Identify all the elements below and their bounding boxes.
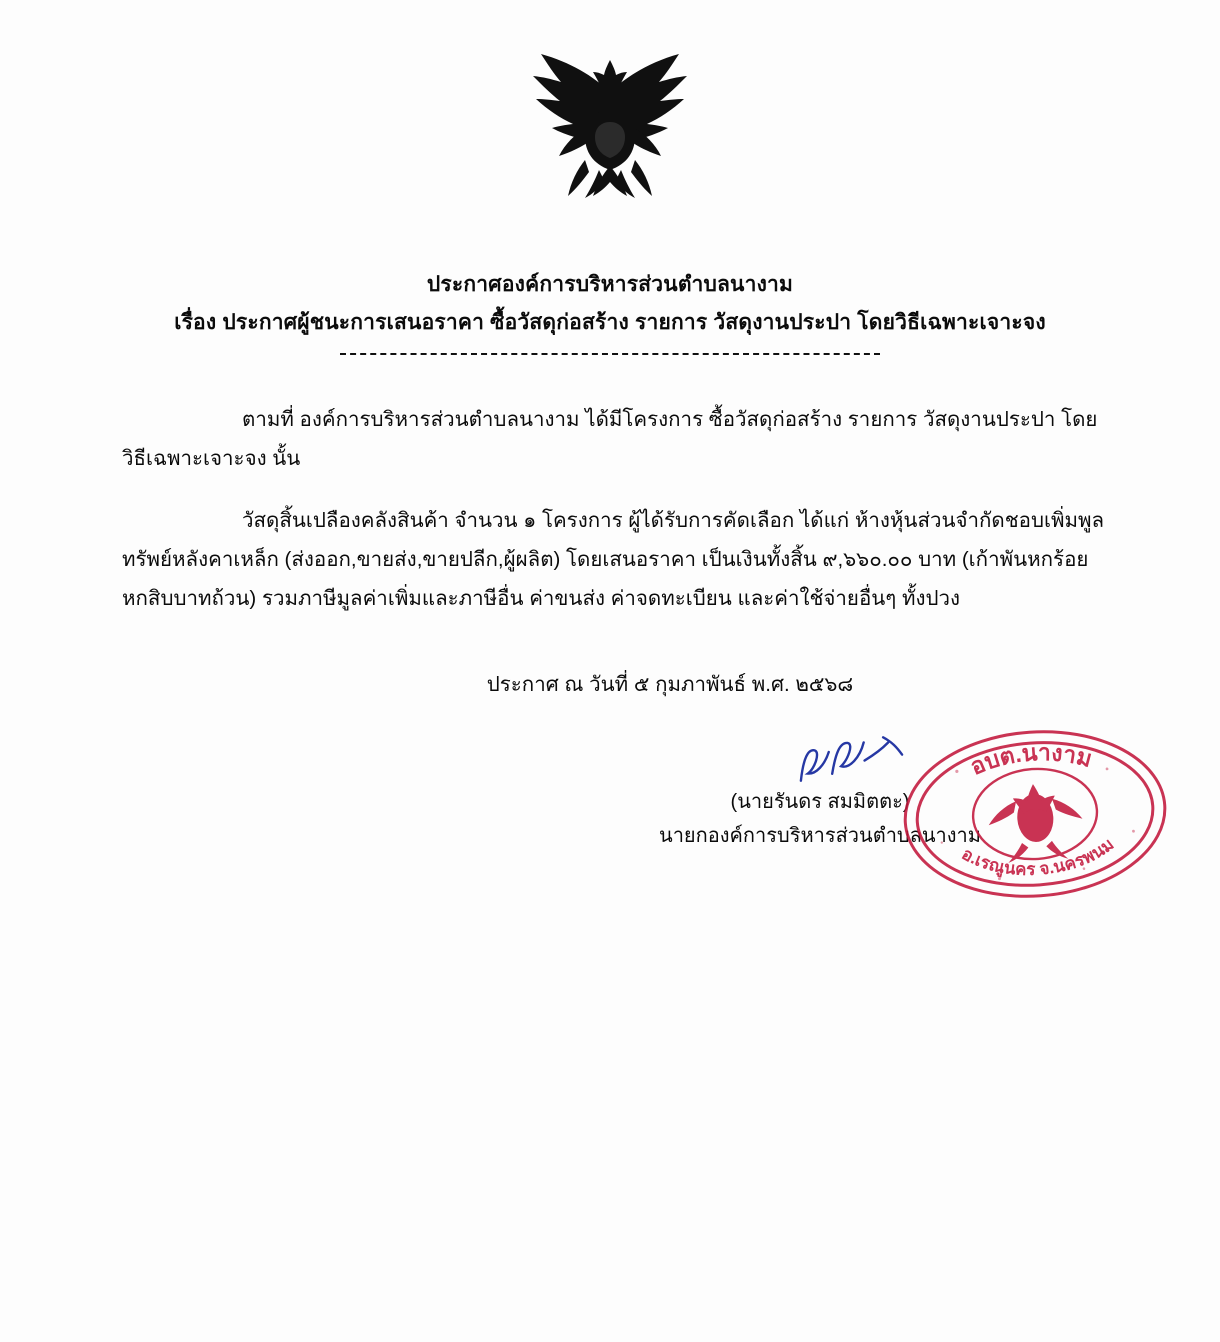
seal-bottom-text: อ.เรณูนคร จ.นครพนม [958, 834, 1118, 880]
document-heading [0, 270, 1220, 355]
page-subtitle: เรื่อง ประกาศผู้ชนะการเสนอราคา ซื้อวัสดุก่อสร้าง รายการ วัสดุงานประปา โดยวิธีเฉพาะเจาะจง [174, 311, 1046, 335]
svg-text:อบต.นางาม [965, 735, 1096, 780]
paragraph-1-text: ตามที่ องค์การบริหารส่วนตำบลนางาม ได้มีโครงการ ซื้อวัสดุก่อสร้าง รายการ วัสดุงานประปา โดยวิธีเฉพาะเจาะจง นั้น [122, 408, 1098, 471]
page-title: ประกาศองค์การบริหารส่วนตำบลนางาม [426, 273, 794, 296]
signer-position: นายกองค์การบริหารส่วนตำบลนางาม [659, 825, 981, 847]
garuda-emblem [515, 48, 705, 218]
document-body [122, 400, 1107, 641]
signer-name: (นายรันดร สมมิตตะ) [730, 791, 910, 813]
emblem-container [0, 48, 1220, 218]
paragraph-1 [122, 400, 1107, 479]
divider-dashed [340, 353, 880, 355]
seal-stamp-icon [894, 717, 1176, 910]
official-seal [894, 717, 1176, 910]
paragraph-2-text: วัสดุสิ้นเปลืองคลังสินค้า จำนวน ๑ โครงการ ผู้ได้รับการคัดเลือก ได้แก่ ห้างหุ้นส่วนจำกัดชอบเพิ่มพูลทรัพย์หลังคาเหล็ก (ส่งออก,ขายส่ง,ขายปลีก,ผู้ผลิต) โดยเสนอราคา เป็นเงินทั้งสิ้น ๙,๖๖๐.๐๐ บาท (เก้าพันหกร้อยหกสิบบาทถ้วน) รวมภาษีมูลค่าเพิ่มและภาษีอื่น ค่าขนส่ง ค่าจดทะเบียน และค่าใช้จ่ายอื่นๆ ทั้งปวง [122, 508, 1105, 611]
paragraph-2 [122, 501, 1107, 619]
seal-top-text: อบต.นางาม [966, 739, 1095, 780]
announcement-date: ประกาศ ณ วันที่ ๕ กุมภาพันธ์ พ.ศ. ๒๕๖๘ [486, 673, 854, 696]
